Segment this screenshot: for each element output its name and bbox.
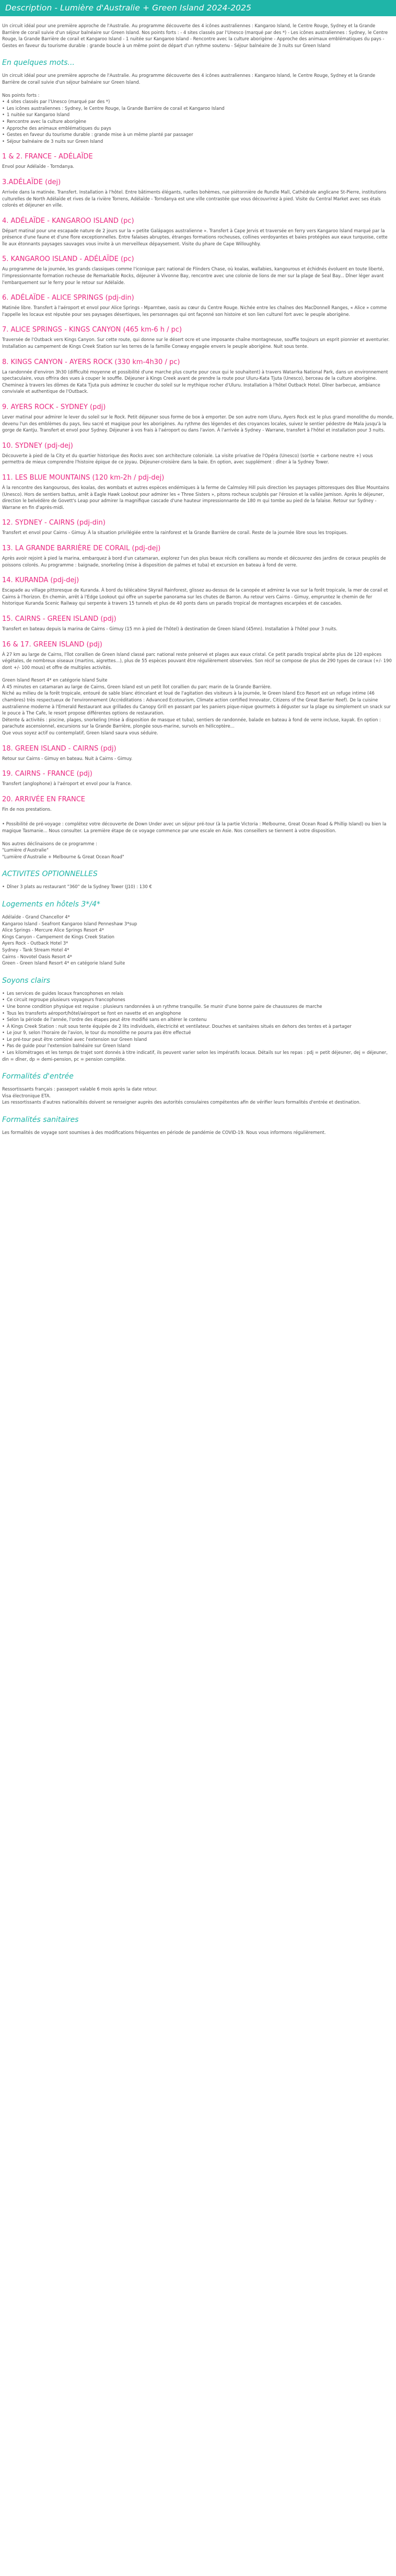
soyons-item: • Ce circuit regroupe plusieurs voyageurs francophones bbox=[2, 996, 394, 1003]
day-text: Envol pour Adélaïde - Torndanya. bbox=[2, 164, 75, 169]
point-item: • 1 nuitée sur Kangaroo Island bbox=[2, 111, 394, 118]
page bbox=[0, 0, 396, 1136]
day-text: Départ matinal pour une escapade nature de 2 jours sur la « petite Galápagos australienne ». Transfert à Cape Jervis et traversée en ferry vers Kangaroo Island marqué par la présence d'une faune et d'une flore exceptionnelles. Entre falaises abruptes, étranges formations rocheuses, collines verdoyantes et baies protégées aux eaux turquoise, cette île aux étonnants paysages sauvages vous invite à un merveilleux dépaysement. Visite du phare de Cape Willoughby. bbox=[2, 228, 388, 246]
soyons-heading: Soyons clairs bbox=[2, 976, 51, 985]
point-item: • Approche des animaux emblématiques du pays bbox=[2, 125, 394, 132]
day-text: Au programme de la journée, les grands classiques comme l'iconique parc national de Flinders Chase, où koalas, wallabies, kangourous et échidnés évoluent en toute liberté, l'impressionnante formation rocheuse de Remarkable Rocks, déjeuner à Vivonne Bay, rencontre avec une colonie de lions de mer sur la plage de Seal Bay... Dîner léger avant l'embarquement sur le ferry pour le retour sur Adélaïde. bbox=[2, 266, 384, 285]
formalites-text: Les ressortissants d'autres nationalités doivent se renseigner auprès des autorités consulaires compétentes afin de vérifier leurs formalités d'entrée et destination. bbox=[2, 1099, 361, 1105]
hotel-text: Niché au milieu de la forêt tropicale, entouré de sable blanc étincelant et loué de l'agitation des visiteurs à la journée, le Green Island Eco Resort est un refuge intime (46 chambres) très respectueux de l'environnement (Accréditations : Advanced Ecotourism, Climate action certified Innovator, Citizens of the Great Barrier Reef). De la cuisine australienne moderne à l'Emerald Restaurant aux grillades du Canopy Grill en passant par les paniers pique-nique gourmets à déguster sur la plage ou simplement un snack sur le pouce à The Cafe, le resort propose différentes options de restauration. bbox=[2, 690, 391, 716]
day-text: Découverte à pied de la City et du quartier historique des Rocks avec son architecture coloniale. La visite privative de l'Opéra (Unesco) (sortie + carbone neutre +) vous permettra de mieux comprendre l'histoire épique de ce joyau. Déjeuner-croisière dans la baie. En option, avec supplément : dîner à la Sydney Tower. bbox=[2, 452, 373, 465]
point-item: • 4 sites classés par l'Unesco (marqué par des *) bbox=[2, 98, 394, 105]
sanitaires-heading: Formalités sanitaires bbox=[2, 1116, 79, 1125]
soyons-item: • Selon la période de l'année, l'ordre des étapes peut être modifié sans en altérer le contenu bbox=[2, 1016, 394, 1023]
formalites-heading: Formalités d'entrée bbox=[2, 1072, 74, 1081]
note-text: "Lumière d'Australie + Melbourne & Great Ocean Road" bbox=[2, 854, 124, 859]
day-heading: 15. CAIRNS - GREEN ISLAND (pdj) bbox=[2, 615, 117, 623]
day-text: Lever matinal pour admirer le lever du soleil sur le Rock. Petit déjeuner sous forme de box à emporter. De son autre nom Uluru, Ayers Rock est le plus grand monolithe du monde, devenu l'un des emblèmes du pays, lieu sacré et magique pour les aborigènes. Au rythme des légendes et des croyances locales, suivez le sentier pédestre de Mala jusqu'à la gorge de Kantju. Transfert et envol pour Sydney. Déjeuner à vos frais à l'aéroport ou dans l'avion. À l'arrivée à Sydney - Warrane, transfert à l'hôtel et installation pour 3 nuits. bbox=[2, 414, 394, 433]
soyons-item: • Le jour 9, selon l'horaire de l'avion, le tour du monolithe ne pourra pas être effectué bbox=[2, 1029, 394, 1036]
logement-item: Ayers Rock - Outback Hotel 3* bbox=[2, 940, 68, 946]
soyons-item: • Les kilométrages et les temps de trajet sont donnés à titre indicatif, ils peuvent varier selon les impératifs locaux. Détails sur les repas : pdj = petit déjeuner, dej = déjeuner, din = dîner, dp = demi-pension, pc = pension complète. bbox=[2, 1049, 394, 1062]
logement-item: Sydney - Tank Stream Hotel 4* bbox=[2, 947, 69, 952]
logement-item: Adélaïde - Grand Chancellor 4* bbox=[2, 914, 70, 920]
logement-item: Alice Springs - Mercure Alice Springs Resort 4* bbox=[2, 927, 104, 933]
day-heading: 5. KANGAROO ISLAND - ADÉLAÏDE (pc) bbox=[2, 255, 134, 264]
soyons-item: • Les services de guides locaux francophones en relais bbox=[2, 990, 394, 997]
day-text: Arrivée dans la matinée. Transfert. Installation à l'hôtel. Entre bâtiments élégants, ruelles bohèmes, rue piétonnière de Rundle Mall, Cathédrale anglicane St-Pierre, institutions culturelles de North Adélaïde et rives de la rivière Torrens, Adélaïde - Torndanya est une ville contrastée que vous découvrirez à pied. Visite du Central Market avec ses étals colorés et déjeuner en ville. bbox=[2, 189, 387, 208]
day-heading: 16 & 17. GREEN ISLAND (pdj) bbox=[2, 640, 102, 649]
hotel-text: À 45 minutes en catamaran au large de Cairns, Green Island est un petit îlot corallien du parc marin de la Grande Barrière. bbox=[2, 684, 272, 689]
intro-text: Un circuit idéal pour une première approche de l'Australie. Au programme découverte des 4 icônes australiennes : Kangaroo Island, le Centre Rouge, Sydney et la Grande Barrière de corail suivie d'un séjour balnéaire sur Green Island. Nos points forts : - 4 sites classés par l'Unesco (marqué par des *) - Les icônes australiennes : Sydney, le Centre Rouge, la Grande Barrière de corail et Kangaroo Island - 1 nuitée sur Kangaroo Island - Rencontre avec la culture aborigène - Approche des animaux emblématiques du pays - Gestes en faveur du tourisme durable : grande boucle à un même point de départ d'un rythme soutenu - Séjour balnéaire de 3 nuits sur Green Island bbox=[2, 23, 388, 48]
day-text: Retour sur Cairns - Gimuy en bateau. Nuit à Cairns - Gimuy. bbox=[2, 755, 133, 761]
hotel-text: Détente & activités : piscine, plages, snorkeling (mise à disposition de masque et tuba), sentiers de randonnée, balade en bateau à fond de verre incluse, kayak. En option : parachute ascensionnel, excursions sur la Grande Barrière, plongée sous-marine, survols en hélicoptère... bbox=[2, 717, 381, 729]
soyons-item: • Pas de guide pour l'extension balnéaire sur Green Island bbox=[2, 1042, 394, 1049]
note-text: Nos autres déclinaisons de ce programme : bbox=[2, 841, 97, 846]
activite-item: • Dîner 3 plats au restaurant "360" de la Sydney Tower (J10) : 130 € bbox=[2, 883, 394, 890]
day-text: Matinée libre. Transfert à l'aéroport et envol pour Alice Springs - Mparntwe, oasis au cœur du Centre Rouge. Nichée entre les chaînes des MacDonnell Ranges, « Alice » comme l'appelle les locaux est réputée pour ses paysages désertiques, les personnages qui ont façonné son histoire et son lien culturel fort avec le peuple aborigène. bbox=[2, 305, 387, 317]
points-list bbox=[2, 98, 394, 144]
soyons-item: • Le pré-tour peut être combiné avec l'extension sur Green Island bbox=[2, 1036, 394, 1043]
day-heading: 20. ARRIVÉE EN FRANCE bbox=[2, 795, 86, 803]
points-label: Nos points forts : bbox=[2, 92, 40, 98]
point-item: • Gestes en faveur du tourisme durable : grande mise à un même planté par passager bbox=[2, 131, 394, 138]
activites-list bbox=[2, 883, 394, 890]
day-heading: 18. GREEN ISLAND - CAIRNS (pdj) bbox=[2, 744, 117, 753]
point-item: • Rencontre avec la culture aborigène bbox=[2, 118, 394, 125]
bref-heading: En quelques mots... bbox=[2, 59, 75, 67]
note-text: • Possibilité de pré-voyage : complétez votre découverte de Down Under avec un séjour pré-tour (à la partie Victoria : Melbourne, Great Ocean Road & Phillip Island) ou bien la magique Tasmanie... Nous consulter. La première étape de ce voyage commence par une escale en Asie. Nos conseillers se tiennent à votre disposition. bbox=[2, 821, 387, 833]
hotel-text: Que vous soyez actif ou contemplatif, Green Island saura vous séduire. bbox=[2, 730, 158, 736]
content bbox=[0, 22, 396, 1136]
logement-item: Green - Green Island Resort 4* en catégorie Island Suite bbox=[2, 960, 125, 966]
page-title: Description - Lumière d'Australie + Green Island 2024-2025 bbox=[5, 3, 252, 13]
day-text: Transfert en bateau depuis la marina de Cairns - Gimuy (15 mn à pied de l'hôtel) à destination de Green Island (45mn). Installation à l'hôtel pour 3 nuits. bbox=[2, 626, 337, 631]
bref-intro: Un circuit idéal pour une première approche de l'Australie. Au programme découverte des 4 icônes australiennes : Kangaroo Island, le Centre Rouge, Sydney et la Grande Barrière de corail suivie d'un séjour balnéaire sur Green Island. bbox=[2, 73, 376, 85]
day-text: Traversée de l'Outback vers Kings Canyon. Sur cette route, qui donne sur le désert ocre et une imposante chaîne montagneuse, souffle toujours un esprit pionnier et aventurier. Installation au campement de Kings Creek Station sur les terres de la famille Conway engagée envers le peuple aborigène. Nuit sous tente. bbox=[2, 337, 390, 349]
formalites-text: Ressortissants français : passeport valable 6 mois après la date retour. bbox=[2, 1086, 158, 1092]
formalites-text: Visa électronique ETA. bbox=[2, 1093, 51, 1098]
day-text: Transfert (anglophone) à l'aéroport et envol pour la France. bbox=[2, 781, 132, 787]
day-heading: 7. ALICE SPRINGS - KINGS CANYON (465 km-6 h / pc) bbox=[2, 326, 182, 334]
day-heading: 9. AYERS ROCK - SYDNEY (pdj) bbox=[2, 403, 106, 411]
day-text: À la rencontre des kangourous, des koalas, des wombats et autres espèces endémiques à la ferme de Calmsley Hill puis direction les paysages pittoresques des Blue Mountains (Unesco). Hors de sentiers battus, arrêt à Eagle Hawk Lookout pour admirer les « Three Sisters », pitons rocheux sculptés par l'érosion et la vallée Jamison. Après le déjeuner, direction le belvédère de Govett's Leap pour admirer la magnifique cascade d'une hauteur impressionnante de 180 m qui tombe au pied de la falaise. Retour sur Sydney - Warrane en fin d'après-midi. bbox=[2, 484, 389, 510]
soyons-item: • Une bonne condition physique est requise : plusieurs randonnées à un rythme tranquille. Se munir d'une bonne paire de chaussures de marche bbox=[2, 1003, 394, 1010]
day-heading: 10. SYDNEY (pdj-dej) bbox=[2, 441, 73, 450]
title-bar bbox=[0, 0, 396, 16]
point-item: • Séjour balnéaire de 3 nuits sur Green Island bbox=[2, 138, 394, 145]
day-text: Escapade au village pittoresque de Kuranda. À bord du télécabine Skyrail Rainforest, glissez au-dessus de la canopée et admirez la vue sur la forêt tropicale, la mer de corail et Cairns à l'horizon. En chemin, arrêt à l'Edge Lookout qui offre un superbe panorama sur les chutes de Barron. Au retour vers Cairns - Gimuy, empruntez le chemin de fer historique Kuranda Scenic Railway qui serpente à travers 15 tunnels et plus de 40 ponts dans un paradis tropical de montagnes escarpées et de cascades. bbox=[2, 587, 388, 606]
hotel-text: Green Island Resort 4* en catégorie Island Suite bbox=[2, 677, 108, 683]
logement-item: Kings Canyon - Campement de Kings Creek Station bbox=[2, 934, 114, 939]
note-text: "Lumière d'Australie" bbox=[2, 847, 49, 853]
day-heading: 14. KURANDA (pdj-dej) bbox=[2, 576, 79, 585]
day-text: La randonnée d'environ 3h30 (difficulté moyenne et possibilité d'une marche plus courte pour ceux qui le souhaitent) à travers Watarrka National Park, dans un environnement spectaculaire, vous offrira des vues à couper le souffle. Déjeuner à Kings Creek avant de prendre la route pour Uluru-Kata Tjuta (Unesco), berceau de la culture aborigène. Cheminez à travers les dômes de Kata Tjuta puis admirez le coucher du soleil sur le mythique rocher d'Uluru. Installation à l'hôtel Outback Hotel. Dîner barbecue, ambiance conviviale et authentique de l'Outback. bbox=[2, 369, 388, 394]
day-heading: 4. ADÉLAÏDE - KANGAROO ISLAND (pc) bbox=[2, 217, 134, 225]
day-text: Transfert et envol pour Cairns - Gimuy. À la situation privilégiée entre la rainforest et la Grande Barrière de corail. Reste de la journée libre sous les tropiques. bbox=[2, 530, 348, 536]
soyons-item: • Tous les transferts aéroport/hôtel/aéroport se font en navette et en anglophone bbox=[2, 1010, 394, 1017]
day-heading: 11. LES BLUE MOUNTAINS (120 km-2h / pdj-dej) bbox=[2, 473, 165, 482]
day-heading: 3.ADÉLAÏDE (dej) bbox=[2, 178, 61, 186]
logement-item: Kangaroo Island - Seafront Kangaroo Island Penneshaw 3*sup bbox=[2, 921, 137, 926]
day-heading: 6. ADÉLAÏDE - ALICE SPRINGS (pdj-din) bbox=[2, 294, 134, 302]
day-heading: 8. KINGS CANYON - AYERS ROCK (330 km-4h30 / pc) bbox=[2, 358, 180, 366]
soyons-item: • À Kings Creek Station : nuit sous tente équipée de 2 lits individuels, électricité et ventilateur. Douches et sanitaires situés en dehors des tentes et à partager bbox=[2, 1023, 394, 1030]
day-heading: 19. CAIRNS - FRANCE (pdj) bbox=[2, 770, 92, 778]
activites-heading: ACTIVITES OPTIONNELLES bbox=[2, 870, 98, 879]
soyons-list bbox=[2, 990, 394, 1063]
day-heading: 12. SYDNEY - CAIRNS (pdj-din) bbox=[2, 519, 106, 527]
day-heading: 1 & 2. FRANCE - ADÉLAÏDE bbox=[2, 153, 93, 161]
point-item: • Les icônes australiennes : Sydney, le Centre Rouge, la Grande Barrière de corail et Kangaroo Island bbox=[2, 105, 394, 112]
day-text: Fin de nos prestations. bbox=[2, 806, 52, 812]
sanitaires-text: Les formalités de voyage sont soumises à des modifications fréquentes en période de pandémie de COVID-19. Nous vous informons régulièrement. bbox=[2, 1130, 326, 1136]
day-heading: 13. LA GRANDE BARRIÈRE DE CORAIL (pdj-dej) bbox=[2, 544, 161, 552]
logement-item: Cairns - Novotel Oasis Resort 4* bbox=[2, 954, 72, 959]
day-text: À 27 km au large de Cairns, l'îlot corallien de Green Island classé parc national reste préservé et plages aux eaux cristal. Ce petit paradis tropical abrite plus de 120 espèces végétales, de nombreux oiseaux (martins, aigrettes...), plus de 55 espèces pouvant être régulièrement observées. Son récif se compose de plus de 290 types de coraux (+/- 190 dont +/- 100 mous) et offre de multiples activités. bbox=[2, 651, 392, 670]
day-text: Après avoir rejoint à pied la marina, embarquez à bord d'un catamaran, explorez l'un des plus beaux récifs coralliens au monde et découvrez des jardins de coraux peuplés de poissons colorés. Au programme : baignade, snorkeling (mise à disposition de palmes et tuba) et excursion en bateau à fond de verre. bbox=[2, 555, 386, 568]
logements-heading: Logements en hôtels 3*/4* bbox=[2, 900, 100, 909]
